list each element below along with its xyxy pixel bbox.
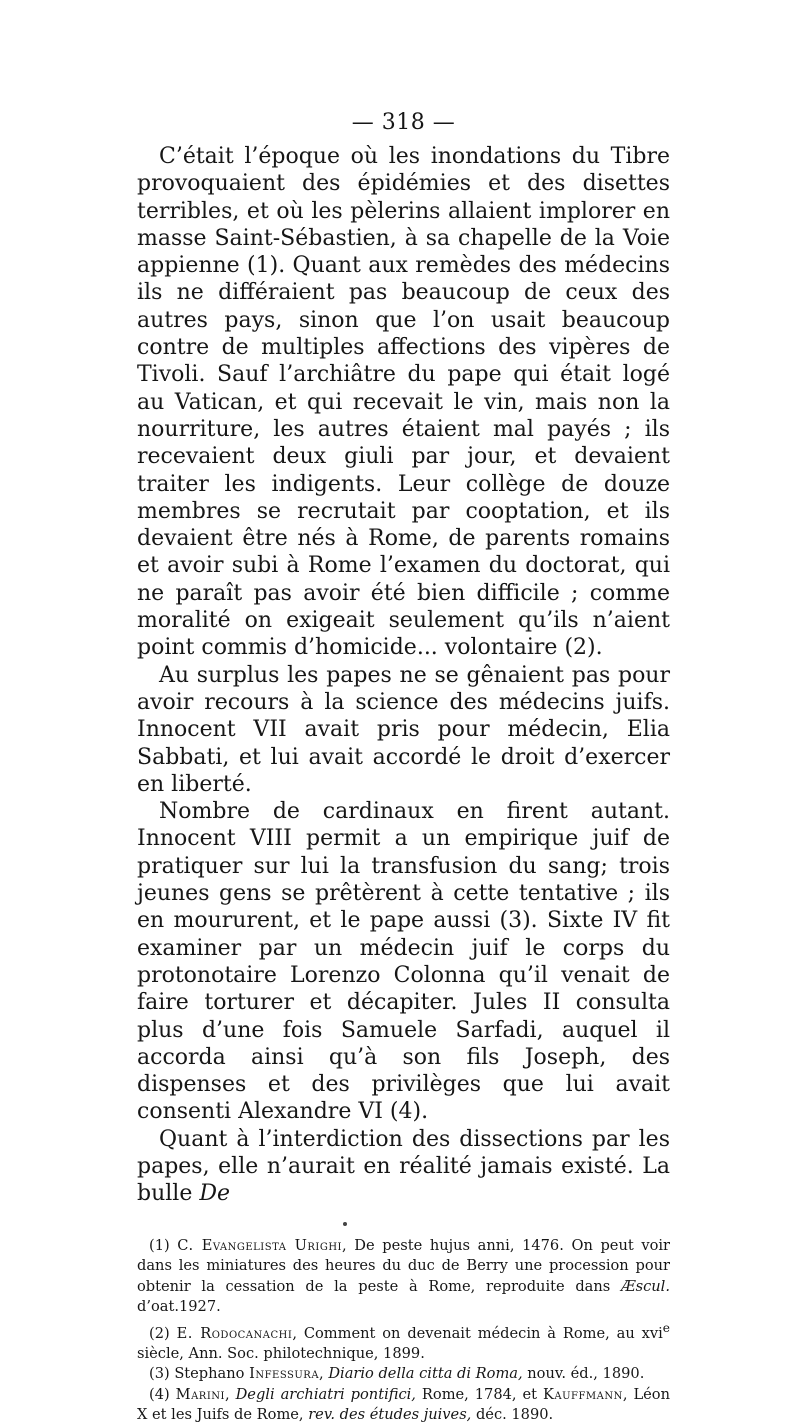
main-text xyxy=(137,143,670,1208)
footnote-separator xyxy=(137,1220,670,1234)
footnote-1-text: , De peste hujus anni, 1476. On peut voir dans les miniatures des heures du duc de Berry une procession pour obtenir la cessation de la peste à Rome, reproduite dans xyxy=(137,1236,670,1295)
footnote-4-text-2: , Léon X et les Juifs de Rome, xyxy=(137,1385,670,1424)
paragraph-2: Au surplus les papes ne se gênaient pas pour avoir recours à la science des médecins juifs. Innocent VII avait pris pour médecin, Elia Sabbati, et lui avait accordé le droit d’exercer en liberté. xyxy=(137,662,670,797)
footnote-4-mid: Rome, 1784, et xyxy=(415,1385,543,1403)
footnote-3-end: nouv. éd., 1890. xyxy=(522,1365,645,1383)
footnote-3-text: , xyxy=(319,1365,329,1383)
footnote-3-italic: Diario della citta di Roma, xyxy=(328,1365,523,1383)
footnote-1 xyxy=(137,1236,670,1318)
footnote-1-number: (1) xyxy=(149,1236,178,1254)
footnote-2-author: E. Rodocanachi xyxy=(176,1324,293,1342)
footnote-2 xyxy=(137,1318,670,1365)
footnote-2-text: , Comment on devenait médecin à Rome, au xvi xyxy=(292,1324,663,1342)
footnote-1-author: C. Evangelista Urighi xyxy=(177,1236,343,1254)
paragraph-4-text: Quant à l’interdiction des dissections par les papes, elle n’aurait en réalité jamais existé. La bulle xyxy=(137,1126,670,1207)
separator-dot xyxy=(343,1222,347,1226)
footnote-4-number: (4) xyxy=(149,1385,176,1403)
footnote-1-end: d’oat.1927. xyxy=(137,1298,221,1316)
footnote-4-author: Marini xyxy=(175,1385,225,1403)
paragraph-3: Nombre de cardinaux en firent autant. Innocent VIII permit a un empirique juif de pratiquer sur lui la transfusion du sang; trois jeunes gens se prêtèrent à cette tentative ; ils en moururent, et le pape aussi (3). Sixte IV fit examiner par un médecin juif le corps du protonotaire Lorenzo Colonna qu’il venait de faire torturer et décapiter. Jules II consulta plus d’une fois Samuele Sarfadi, auquel il accorda ainsi qu’à son fils Joseph, des dispenses et des privilèges que lui avait consenti Alexandre VI (4). xyxy=(137,799,670,1125)
footnotes xyxy=(137,1236,670,1426)
footnote-3-pre: Stephano xyxy=(174,1365,250,1383)
paragraph-4 xyxy=(137,1126,670,1208)
page-number: — 318 — xyxy=(351,110,456,135)
footnote-3 xyxy=(137,1364,670,1385)
footnote-4-author-2: Kauffmann xyxy=(542,1385,623,1403)
footnote-2-superscript: e xyxy=(662,1320,670,1335)
footnote-2-end: siècle, Ann. Soc. philotechnique, 1899. xyxy=(137,1344,425,1362)
paragraph-4-italic-tail: De xyxy=(199,1181,231,1207)
footnote-4-italic-2: rev. des études juives, xyxy=(308,1406,472,1424)
footnote-4-text: , xyxy=(225,1385,236,1403)
footnote-2-number: (2) xyxy=(149,1324,177,1342)
footnote-4-end: déc. 1890. xyxy=(471,1406,554,1424)
book-page xyxy=(137,108,670,1426)
footnote-4-italic: Degli archiatri pontifici, xyxy=(235,1385,416,1403)
footnote-3-author: Infessura xyxy=(249,1365,320,1383)
paragraph-1: C’était l’époque où les inondations du Tibre provoquaient des épidémies et des disettes terribles, et où les pèlerins allaient implorer en masse Saint-Sébastien, à sa chapelle de la Voie appienne (1). Quant aux remèdes des médecins ils ne différaient pas beaucoup de ceux des autres pays, sinon que l’on usait beaucoup contre de multiples affections des vipères de Tivoli. Sauf l’archiâtre du pape qui était logé au Vatican, et qui recevait le vin, mais non la nourriture, les autres étaient mal payés ; ils recevaient deux giuli par jour, et devaient traiter les indigents. Leur collège de douze membres se recrutait par cooptation, et ils devaient être nés à Rome, de parents romains et avoir subi à Rome l’examen du doctorat, qui ne paraît pas avoir été bien difficile ; comme moralité on exigeait seulement qu’ils n’aient point commis d’homicide... volontaire (2). xyxy=(137,144,670,661)
footnote-3-number: (3) xyxy=(149,1365,175,1383)
footnote-4 xyxy=(137,1385,670,1426)
footnote-1-italic: Æscul. xyxy=(621,1277,670,1295)
